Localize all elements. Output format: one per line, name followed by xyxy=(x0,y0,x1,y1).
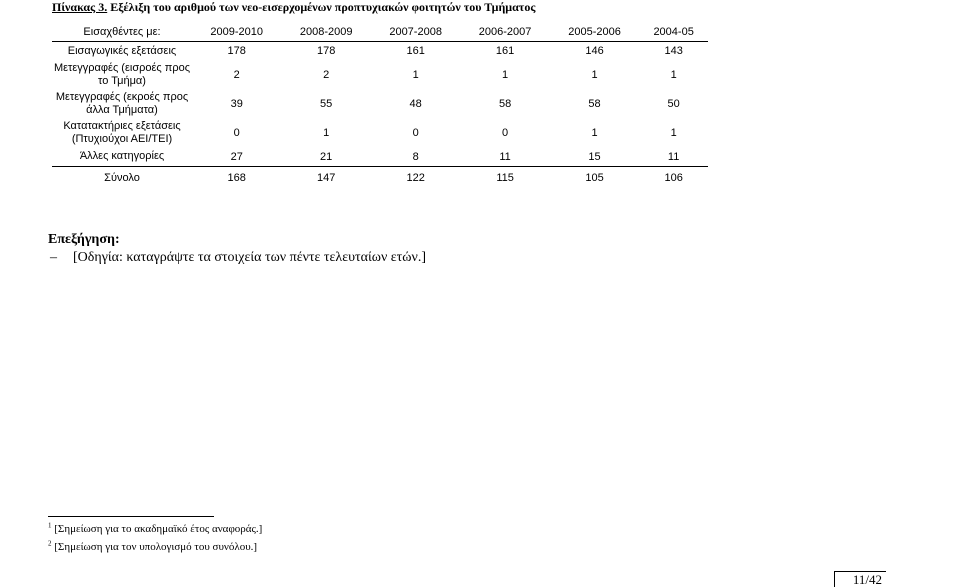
table-cell: 0 xyxy=(233,126,240,139)
row-label: Μετεγγραφές (εκροές προς άλλα Τμήματα) xyxy=(55,90,189,116)
footnote-marker: 1 xyxy=(48,521,52,530)
row-label: Μετεγγραφές (εισροές προς το Τμήμα) xyxy=(53,61,191,87)
table-row xyxy=(52,89,708,118)
year-header: 2009-2010 xyxy=(192,22,281,42)
table-cell: 11 xyxy=(460,147,549,167)
footnote-divider xyxy=(48,516,214,517)
table-cell: 1 xyxy=(412,68,419,81)
row-label: Εισαγωγικές εξετάσεις xyxy=(67,44,177,57)
row-label: Άλλες κατηγορίες xyxy=(52,147,192,167)
table-row xyxy=(52,118,708,147)
year-header: 2005-2006 xyxy=(550,22,639,42)
footnote-2 xyxy=(48,541,257,553)
table-cell: 27 xyxy=(192,147,281,167)
footnote-text: [Σημείωση για τον υπολογισμό του συνόλου.] xyxy=(54,541,258,553)
table-cell: 2 xyxy=(323,68,330,81)
year-header: 2007-2008 xyxy=(371,22,460,42)
caption-label: Πίνακας 3. xyxy=(52,0,108,14)
table-row xyxy=(52,147,708,167)
table-cell: 161 xyxy=(495,45,515,57)
table-cell: 1 xyxy=(591,126,598,139)
page-number: 11/42 xyxy=(834,571,886,587)
table-cell: 147 xyxy=(317,172,336,184)
footnote-text: [Σημείωση για το ακαδημαϊκό έτος αναφοράς.] xyxy=(54,523,263,535)
table-row xyxy=(52,42,708,61)
table-row-total xyxy=(52,167,708,190)
table-cell: 178 xyxy=(227,45,246,57)
table-cell: 2 xyxy=(233,68,240,81)
table-cell: 39 xyxy=(230,97,243,110)
table-cell: 50 xyxy=(667,97,680,110)
table-cell: 122 xyxy=(406,172,425,184)
table-cell: 8 xyxy=(371,147,460,167)
table-cell: 106 xyxy=(664,172,683,184)
footnote-1 xyxy=(48,523,262,535)
students-table xyxy=(52,22,708,189)
table-cell: 55 xyxy=(320,97,333,110)
year-header: 2004-05 xyxy=(639,22,708,42)
table-cell: 1 xyxy=(670,68,677,81)
table-cell: 11 xyxy=(639,147,708,167)
table-cell: 58 xyxy=(588,97,601,110)
table-cell: 58 xyxy=(498,97,512,110)
table-cell: 178 xyxy=(317,45,336,57)
row-label: Κατατακτήριες εξετάσεις (Πτυχιούχοι ΑΕΙ/ΤΕΙ) xyxy=(63,119,181,145)
table-cell: 1 xyxy=(670,126,677,139)
row-label: Σύνολο xyxy=(104,171,140,184)
dash-bullet: – xyxy=(50,250,57,265)
table-cell: 1 xyxy=(591,68,598,81)
explanation-text: [Οδηγία: καταγράψτε τα στοιχεία των πέντε τελευταίων ετών.] xyxy=(73,250,427,265)
explanation-body xyxy=(50,249,910,267)
table-cell: 161 xyxy=(406,45,425,57)
table-cell: 48 xyxy=(409,97,422,110)
table-cell: 115 xyxy=(496,172,514,184)
table-cell: 1 xyxy=(502,68,509,81)
caption-title: Εξέλιξη του αριθμού των νεο-εισερχομένων προπτυχιακών φοιτητών του Τμήματος xyxy=(110,0,536,14)
table-cell: 0 xyxy=(502,126,509,139)
table-cell: 146 xyxy=(585,45,604,57)
footnote-marker: 2 xyxy=(48,539,52,548)
table-cell: 21 xyxy=(281,147,370,167)
table-cell: 143 xyxy=(664,45,683,57)
table-cell: 0 xyxy=(412,126,419,139)
year-header: 2006-2007 xyxy=(460,22,549,42)
table-row xyxy=(52,60,708,89)
explanation-title: Επεξήγηση: xyxy=(48,232,120,247)
table-caption xyxy=(52,0,535,15)
table-cell: 15 xyxy=(550,147,639,167)
table-cell: 1 xyxy=(323,126,330,139)
year-header: 2008-2009 xyxy=(281,22,370,42)
header-label: Εισαχθέντες με: xyxy=(52,22,192,42)
table-cell: 168 xyxy=(227,172,246,184)
table-cell: 105 xyxy=(585,172,604,184)
